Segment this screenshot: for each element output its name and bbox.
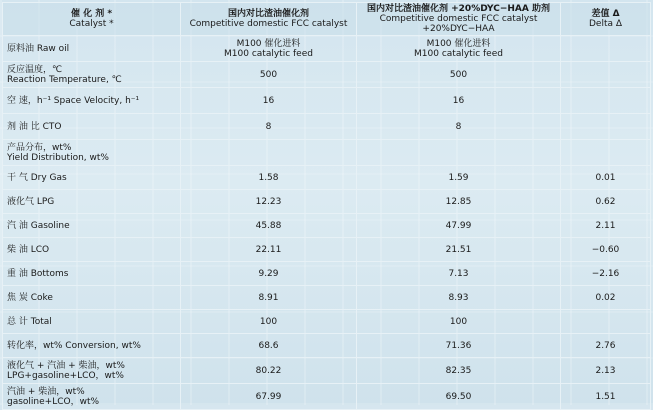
row-label: 重 油 Bottoms <box>3 262 181 286</box>
row-label: 液化气 LPG <box>3 190 181 214</box>
table-row <box>3 88 651 114</box>
value-delta: 2.11 <box>561 214 651 238</box>
row-label: 液化气 + 汽油 + 柴油，wt% LPG+gasoline+LCO，wt% <box>3 358 181 384</box>
table-row <box>3 334 651 358</box>
value-domestic: 80.22 <box>181 358 357 384</box>
table-body <box>3 36 651 410</box>
value-domestic-haa: 69.50 <box>357 384 561 410</box>
row-label: 汽 油 Gasoline <box>3 214 181 238</box>
value-delta: 0.01 <box>561 166 651 190</box>
value-delta <box>561 88 651 114</box>
row-label: 柴 油 LCO <box>3 238 181 262</box>
row-label: 反应温度，℃ Reaction Temperature, ℃ <box>3 62 181 88</box>
table-row <box>3 166 651 190</box>
header-delta: 差值 Δ Delta Δ <box>561 3 651 36</box>
value-domestic-haa: 100 <box>357 310 561 334</box>
value-delta <box>561 36 651 62</box>
value-domestic: 9.29 <box>181 262 357 286</box>
table-row <box>3 358 651 384</box>
value-domestic: 100 <box>181 310 357 334</box>
value-domestic: 16 <box>181 88 357 114</box>
header-domestic: 国内对比渣油催化剂 Competitive domestic FCC catalyst <box>181 3 357 36</box>
value-domestic-haa: 47.99 <box>357 214 561 238</box>
value-domestic-haa: M100 催化进料 M100 catalytic feed <box>357 36 561 62</box>
table-row <box>3 36 651 62</box>
table-row <box>3 140 651 166</box>
value-domestic: 1.58 <box>181 166 357 190</box>
value-domestic <box>181 140 357 166</box>
value-domestic-haa: 21.51 <box>357 238 561 262</box>
value-domestic: 8 <box>181 114 357 140</box>
table-row <box>3 62 651 88</box>
row-label: 干 气 Dry Gas <box>3 166 181 190</box>
value-delta <box>561 62 651 88</box>
value-domestic: 45.88 <box>181 214 357 238</box>
value-domestic-haa: 82.35 <box>357 358 561 384</box>
value-domestic-haa: 12.85 <box>357 190 561 214</box>
table-row <box>3 238 651 262</box>
value-delta: 1.51 <box>561 384 651 410</box>
value-domestic: M100 催化进料 M100 catalytic feed <box>181 36 357 62</box>
header-row <box>3 3 651 36</box>
value-domestic: 500 <box>181 62 357 88</box>
value-domestic-haa: 8 <box>357 114 561 140</box>
value-domestic: 8.91 <box>181 286 357 310</box>
row-label: 产品分布，wt% Yield Distribution, wt% <box>3 140 181 166</box>
row-label: 剂 油 比 CTO <box>3 114 181 140</box>
value-domestic: 68.6 <box>181 334 357 358</box>
table-row <box>3 114 651 140</box>
table-row <box>3 310 651 334</box>
value-delta <box>561 140 651 166</box>
value-domestic-haa: 71.36 <box>357 334 561 358</box>
value-delta: 0.02 <box>561 286 651 310</box>
value-delta: −0.60 <box>561 238 651 262</box>
row-label: 转化率，wt% Conversion, wt% <box>3 334 181 358</box>
value-domestic-haa: 7.13 <box>357 262 561 286</box>
value-domestic-haa: 500 <box>357 62 561 88</box>
value-domestic-haa <box>357 140 561 166</box>
value-delta: 2.76 <box>561 334 651 358</box>
row-label: 焦 炭 Coke <box>3 286 181 310</box>
table-row <box>3 190 651 214</box>
row-label: 汽油 + 柴油，wt% gasoline+LCO，wt% <box>3 384 181 410</box>
header-catalyst: 催 化 剂 * Catalyst * <box>3 3 181 36</box>
value-delta <box>561 114 651 140</box>
value-delta: 2.13 <box>561 358 651 384</box>
row-label: 原料油 Raw oil <box>3 36 181 62</box>
table-row <box>3 286 651 310</box>
value-delta: −2.16 <box>561 262 651 286</box>
table-row <box>3 214 651 238</box>
table-row <box>3 262 651 286</box>
value-domestic: 22.11 <box>181 238 357 262</box>
value-domestic: 12.23 <box>181 190 357 214</box>
value-delta: 0.62 <box>561 190 651 214</box>
value-domestic: 67.99 <box>181 384 357 410</box>
value-delta <box>561 310 651 334</box>
value-domestic-haa: 8.93 <box>357 286 561 310</box>
row-label: 空 速，h⁻¹ Space Velocity, h⁻¹ <box>3 88 181 114</box>
catalyst-comparison-table <box>2 2 651 410</box>
value-domestic-haa: 1.59 <box>357 166 561 190</box>
value-domestic-haa: 16 <box>357 88 561 114</box>
header-domestic-haa: 国内对比渣油催化剂 +20%DYC−HAA 助剂 Competitive domestic FCC catalyst +20%DYC−HAA <box>357 3 561 36</box>
table-row <box>3 384 651 410</box>
row-label: 总 计 Total <box>3 310 181 334</box>
